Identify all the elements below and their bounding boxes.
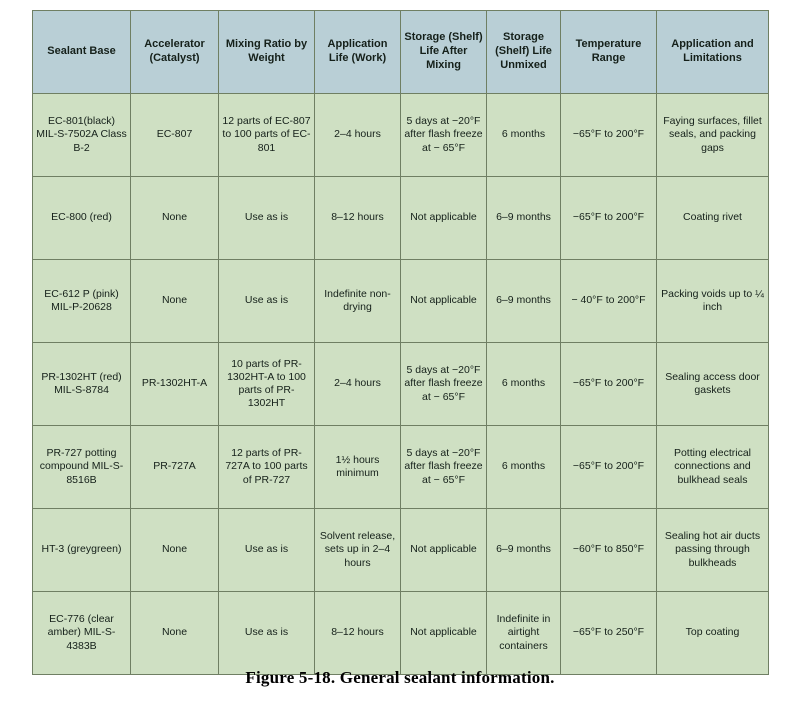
cell-accelerator: PR-727A: [131, 426, 219, 509]
cell-mixing-ratio: Use as is: [219, 260, 315, 343]
cell-accelerator: None: [131, 592, 219, 675]
cell-shelf-life-after-mixing: 5 days at −20°F after flash freeze at − 65°F: [401, 94, 487, 177]
cell-application-limitations: Sealing access door gaskets: [657, 343, 769, 426]
cell-temperature-range: −65°F to 200°F: [561, 177, 657, 260]
cell-sealant-base: EC-800 (red): [33, 177, 131, 260]
cell-accelerator: EC-807: [131, 94, 219, 177]
cell-shelf-life-after-mixing: 5 days at −20°F after flash freeze at − 65°F: [401, 343, 487, 426]
cell-application-life: 8–12 hours: [315, 592, 401, 675]
cell-shelf-life-unmixed: 6–9 months: [487, 260, 561, 343]
table-row: [33, 260, 769, 343]
cell-application-limitations: Packing voids up to ¼ inch: [657, 260, 769, 343]
cell-mixing-ratio: Use as is: [219, 177, 315, 260]
cell-shelf-life-after-mixing: Not applicable: [401, 592, 487, 675]
cell-sealant-base: EC-776 (clear amber) MIL-S-4383B: [33, 592, 131, 675]
cell-temperature-range: −60°F to 850°F: [561, 509, 657, 592]
table-row: [33, 343, 769, 426]
cell-sealant-base: HT-3 (greygreen): [33, 509, 131, 592]
cell-application-limitations: Top coating: [657, 592, 769, 675]
cell-application-limitations: Potting electrical connections and bulkhead seals: [657, 426, 769, 509]
cell-mixing-ratio: 12 parts of PR-727A to 100 parts of PR-727: [219, 426, 315, 509]
cell-shelf-life-after-mixing: Not applicable: [401, 177, 487, 260]
cell-application-limitations: Faying surfaces, fillet seals, and packing gaps: [657, 94, 769, 177]
cell-application-limitations: Sealing hot air ducts passing through bulkheads: [657, 509, 769, 592]
cell-shelf-life-unmixed: 6–9 months: [487, 177, 561, 260]
cell-temperature-range: −65°F to 200°F: [561, 94, 657, 177]
table-row: [33, 509, 769, 592]
cell-sealant-base: PR-727 potting compound MIL-S-8516B: [33, 426, 131, 509]
table-row: [33, 94, 769, 177]
cell-accelerator: None: [131, 509, 219, 592]
cell-mixing-ratio: 12 parts of EC-807 to 100 parts of EC-801: [219, 94, 315, 177]
table-row: [33, 592, 769, 675]
column-header-shelf-life-after-mixing: Storage (Shelf) Life After Mixing: [401, 11, 487, 94]
column-header-sealant-base: Sealant Base: [33, 11, 131, 94]
cell-accelerator: PR-1302HT-A: [131, 343, 219, 426]
table-body: [33, 94, 769, 675]
cell-application-life: 8–12 hours: [315, 177, 401, 260]
cell-sealant-base: EC-801(black) MIL-S-7502A Class B-2: [33, 94, 131, 177]
cell-shelf-life-after-mixing: Not applicable: [401, 260, 487, 343]
cell-application-life: Indefinite non-drying: [315, 260, 401, 343]
table-row: [33, 426, 769, 509]
cell-mixing-ratio: Use as is: [219, 592, 315, 675]
cell-shelf-life-after-mixing: Not applicable: [401, 509, 487, 592]
cell-temperature-range: − 40°F to 200°F: [561, 260, 657, 343]
cell-temperature-range: −65°F to 250°F: [561, 592, 657, 675]
figure-caption: Figure 5-18. General sealant information.: [245, 668, 555, 687]
cell-sealant-base: EC-612 P (pink) MIL-P-20628: [33, 260, 131, 343]
column-header-shelf-life-unmixed: Storage (Shelf) Life Unmixed: [487, 11, 561, 94]
cell-sealant-base: PR-1302HT (red) MIL-S-8784: [33, 343, 131, 426]
column-header-application-limitations: Application and Limitations: [657, 11, 769, 94]
cell-application-life: Solvent release, sets up in 2–4 hours: [315, 509, 401, 592]
table-row: [33, 177, 769, 260]
table-header: [33, 11, 769, 94]
cell-application-limitations: Coating rivet: [657, 177, 769, 260]
cell-application-life: 1½ hours minimum: [315, 426, 401, 509]
cell-shelf-life-unmixed: 6–9 months: [487, 509, 561, 592]
cell-mixing-ratio: 10 parts of PR-1302HT-A to 100 parts of PR-1302HT: [219, 343, 315, 426]
cell-application-life: 2–4 hours: [315, 343, 401, 426]
cell-temperature-range: −65°F to 200°F: [561, 343, 657, 426]
header-row: [33, 11, 769, 94]
cell-accelerator: None: [131, 177, 219, 260]
cell-shelf-life-unmixed: 6 months: [487, 343, 561, 426]
column-header-mixing-ratio: Mixing Ratio by Weight: [219, 11, 315, 94]
sealant-table-container: [32, 10, 768, 675]
cell-shelf-life-unmixed: 6 months: [487, 94, 561, 177]
column-header-temperature-range: Temperature Range: [561, 11, 657, 94]
general-sealant-information-table: [32, 10, 769, 675]
cell-mixing-ratio: Use as is: [219, 509, 315, 592]
column-header-accelerator: Accelerator (Catalyst): [131, 11, 219, 94]
cell-shelf-life-unmixed: Indefinite in airtight containers: [487, 592, 561, 675]
column-header-application-life: Application Life (Work): [315, 11, 401, 94]
cell-shelf-life-unmixed: 6 months: [487, 426, 561, 509]
cell-temperature-range: −65°F to 200°F: [561, 426, 657, 509]
cell-accelerator: None: [131, 260, 219, 343]
cell-application-life: 2–4 hours: [315, 94, 401, 177]
cell-shelf-life-after-mixing: 5 days at −20°F after flash freeze at − 65°F: [401, 426, 487, 509]
